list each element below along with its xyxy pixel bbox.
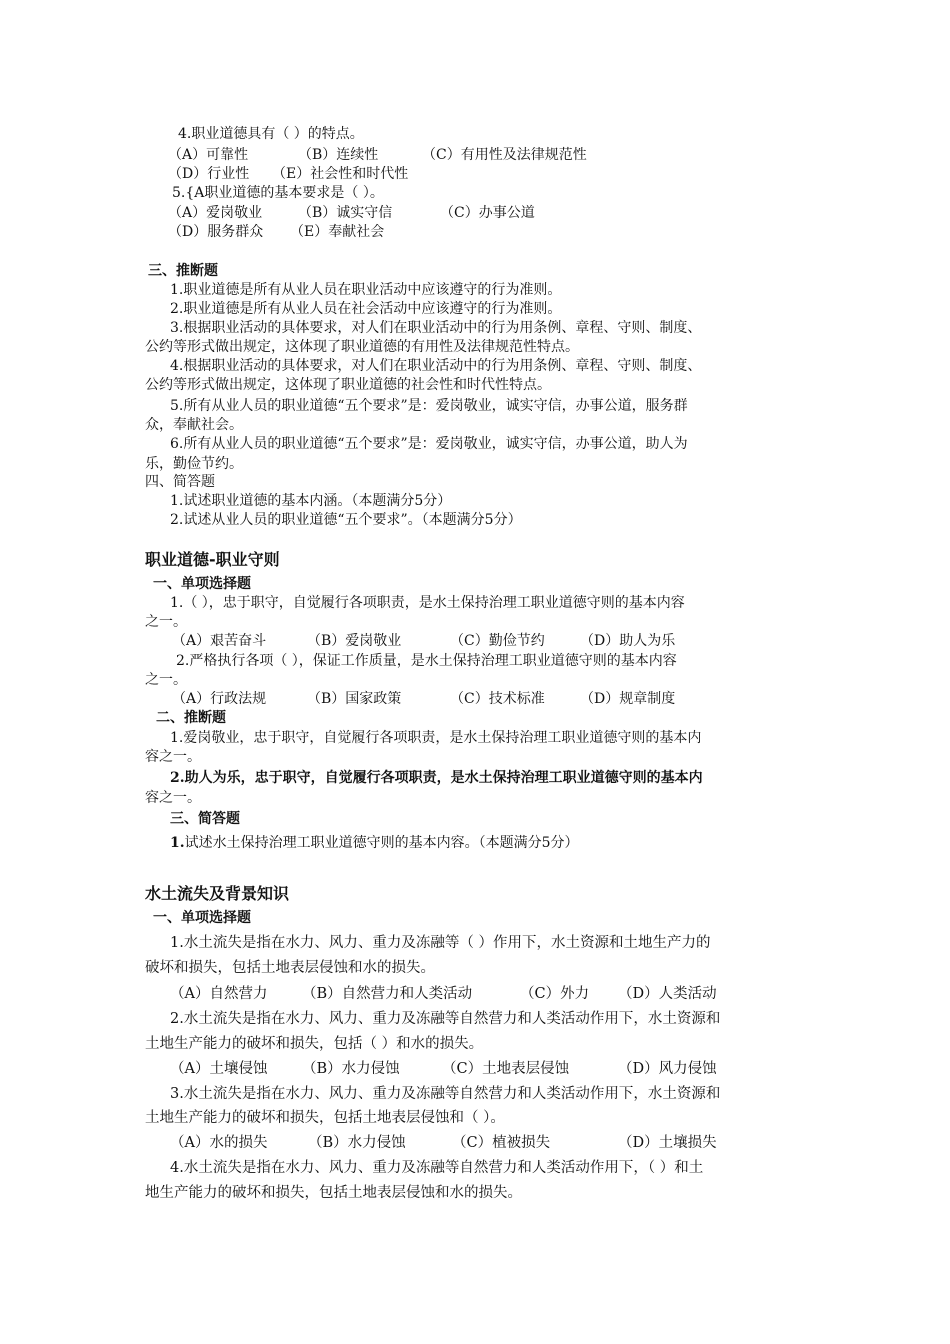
question-5: 5.{A职业道德的基本要求是（ ）。 [172,185,384,201]
option-d: （D）人类活动 [618,986,717,1002]
option-a: （A）行政法规 [172,691,267,707]
question-4: 4.水土流失是指在水力、风力、重力及冻融等自然营力和人类活动作用下，（ ）和土 [170,1160,704,1176]
judge-line: 2.职业道德是所有从业人员在社会活动中应该遵守的行为准则。 [170,301,562,317]
judge-line: 4.根据职业活动的具体要求，对人们在职业活动中的行为用条例、章程、守则、制度、 [170,358,702,374]
judge-heading: 三、推断题 [148,263,218,279]
short-answer-number: 1. [170,835,185,851]
option-c: （C）技术标准 [450,691,545,707]
option-e: （E）社会性和时代性 [272,166,409,182]
option-c: （C）土地表层侵蚀 [442,1061,570,1077]
option-c: （C）植被损失 [452,1135,551,1151]
short-answer-heading: 三、简答题 [170,811,240,827]
option-c: （C）勤俭节约 [450,633,545,649]
option-a: （A）土壤侵蚀 [170,1061,268,1077]
option-a: （A）艰苦奋斗 [172,633,267,649]
option-b: （B）水力侵蚀 [302,1061,400,1077]
single-choice-heading: 一、单项选择题 [153,576,251,592]
judge-line: 乐，勤俭节约。 [145,456,243,472]
option-b: （B）连续性 [298,147,379,163]
judge-line: 公约等形式做出规定，这体现了职业道德的社会性和时代性特点。 [145,377,551,393]
option-a: （A）水的损失 [170,1135,268,1151]
judge-line: 容之一。 [145,790,201,806]
judge-line: 5.所有从业人员的职业道德“五个要求”是：爱岗敬业，诚实守信，办事公道，服务群 [170,398,688,414]
question-1: 1.水土流失是指在水力、风力、重力及冻融等（ ）作用下，水土资源和土地生产力的 [170,935,711,951]
short-answer-text: 试述水土保持治理工职业道德守则的基本内容。（本题满分5分） [184,835,579,851]
option-b: （B）水力侵蚀 [308,1135,406,1151]
judge-line: 容之一。 [145,749,201,765]
question-2: 2.严格执行各项（ ），保证工作质量，是水土保持治理工职业道德守则的基本内容 [176,653,677,669]
option-a: （A）爱岗敬业 [168,205,263,221]
judge-line: 3.根据职业活动的具体要求，对人们在职业活动中的行为用条例、章程、守则、制度、 [170,320,702,336]
option-d: （D）风力侵蚀 [618,1061,717,1077]
judge-line: 公约等形式做出规定，这体现了职业道德的有用性及法律规范性特点。 [145,339,579,355]
option-c: （C）办事公道 [440,205,535,221]
question-2: 2.水土流失是指在水力、风力、重力及冻融等自然营力和人类活动作用下，水土资源和 [170,1011,721,1027]
question-1-cont: 之一。 [145,614,187,630]
option-a: （A）自然营力 [170,986,268,1002]
judge-heading: 二、推断题 [156,710,226,726]
question-1-cont: 破坏和损失，包括土地表层侵蚀和水的损失。 [145,960,435,976]
question-4-cont: 地生产能力的破坏和损失，包括土地表层侵蚀和水的损失。 [145,1185,522,1201]
question-3: 3.水土流失是指在水力、风力、重力及冻融等自然营力和人类活动作用下，水土资源和 [170,1086,721,1102]
judge-line: 2.助人为乐，忠于职守，自觉履行各项职责，是水土保持治理工职业道德守则的基本内 [170,770,703,786]
option-e: （E）奉献社会 [290,224,385,240]
short-answer-line: 2.试述从业人员的职业道德“五个要求”。（本题满分5分） [170,512,522,528]
option-d: （D）土壤损失 [618,1135,717,1151]
option-d: （D）助人为乐 [580,633,676,649]
option-c: （C）外力 [520,986,590,1002]
section-title: 职业道德-职业守则 [145,550,280,569]
judge-line: 众，奉献社会。 [145,417,243,433]
section-title: 水土流失及背景知识 [145,884,290,903]
question-2-cont: 土地生产能力的破坏和损失，包括（ ）和水的损失。 [145,1036,484,1052]
option-d: （D）规章制度 [580,691,676,707]
option-c: （C）有用性及法律规范性 [422,147,587,163]
question-3-cont: 土地生产能力的破坏和损失，包括土地表层侵蚀和（ ）。 [145,1110,505,1126]
option-b: （B）爱岗敬业 [307,633,402,649]
question-2-cont: 之一。 [145,672,187,688]
single-choice-heading: 一、单项选择题 [153,910,251,926]
question-1: 1.（ ），忠于职守，自觉履行各项职责，是水土保持治理工职业道德守则的基本内容 [170,595,685,611]
judge-line: 6.所有从业人员的职业道德“五个要求”是：爱岗敬业，诚实守信，办事公道，助人为 [170,436,688,452]
short-answer-heading: 四、简答题 [145,474,215,490]
option-d: （D）行业性 [168,166,250,182]
option-a: （A）可靠性 [168,147,249,163]
judge-line: 1.职业道德是所有从业人员在职业活动中应该遵守的行为准则。 [170,282,562,298]
short-answer-line [170,834,579,853]
short-answer-line: 1.试述职业道德的基本内涵。（本题满分5分） [170,493,452,509]
judge-line: 1.爱岗敬业，忠于职守，自觉履行各项职责，是水土保持治理工职业道德守则的基本内 [170,730,702,746]
question-4: 4.职业道德具有（ ）的特点。 [178,126,364,142]
option-b: （B）诚实守信 [298,205,393,221]
option-b: （B）国家政策 [307,691,402,707]
option-d: （D）服务群众 [168,224,264,240]
option-b: （B）自然营力和人类活动 [302,986,473,1002]
